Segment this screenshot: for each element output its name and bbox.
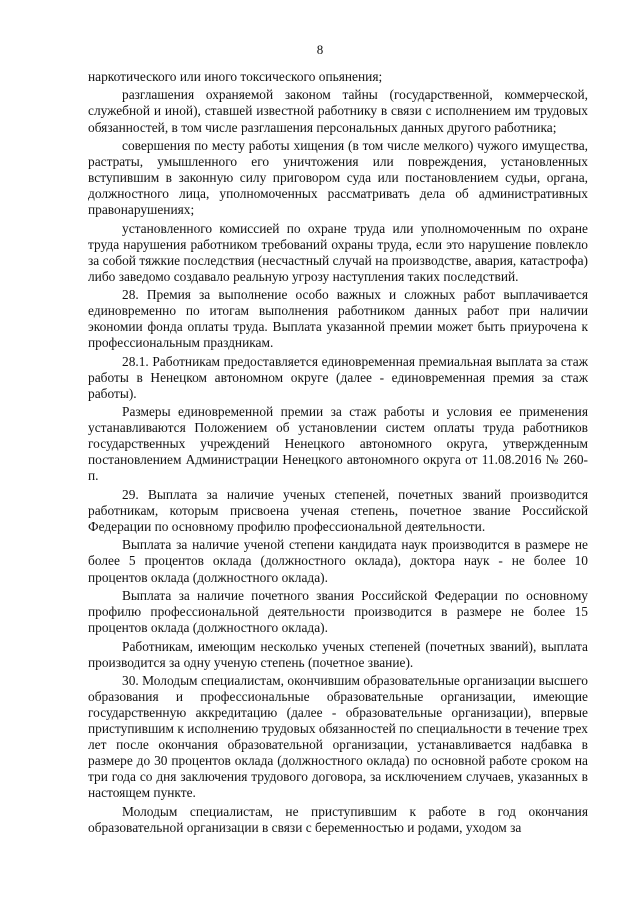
paragraph-bonus-sizes: Размеры единовременной премии за стаж работы и условия ее применения устанавливаются Положением об установлении систем оплаты труда работников государственных учреждений Ненецкого автономного округа, утвержденным постановлением Администрации Ненецкого автономного округа от 11.08.2016 № 260-п. bbox=[88, 404, 588, 484]
paragraph-30: 30. Молодым специалистам, окончившим образовательные организации высшего образования и профессиональные образовательные организации, имеющие государственную аккредитацию (далее - образовательные организации), впервые приступившим к исполнению трудовых обязанностей по специальности в течение трех лет после окончания образовательной организации, устанавливается надбавка в размере до 30 процентов оклада (должностного оклада) по основной работе сроком на три года со дня заключения трудового договора, за исключением случаев, указанных в настоящем пункте. bbox=[88, 672, 588, 801]
page-number: 8 bbox=[316, 42, 324, 57]
paragraph-29: 29. Выплата за наличие ученых степеней, почетных званий производится работникам, которым присвоена ученая степень, почетное звание Российской Федерации по основному профилю профессиональной деятельности. bbox=[88, 486, 588, 534]
paragraph-28-1: 28.1. Работникам предоставляется единовременная премиальная выплата за стаж работы в Ненецком автономном округе (далее - единовременная премия за стаж работы). bbox=[88, 353, 588, 401]
paragraph-continuation: наркотического или иного токсического опьянения; bbox=[88, 69, 383, 84]
paragraph-degree-payment: Выплата за наличие ученой степени кандидата наук производится в размере не более 5 процентов оклада (должностного оклада), доктора наук - не более 10 процентов оклада (должностного оклада). bbox=[88, 537, 588, 585]
paragraph-multiple-degrees: Работникам, имеющим несколько ученых степеней (почетных званий), выплата производится за одну ученую степень (почетное звание). bbox=[88, 638, 588, 670]
paragraph-safety-violation: установленного комиссией по охране труда или уполномоченным по охране труда нарушения работником требований охраны труда, если это нарушение повлекло за собой тяжкие последствия (несчастный случай на производстве, авария, катастрофа) либо заведомо создавало реальную угрозу наступления таких последствий. bbox=[88, 220, 588, 284]
paragraph-theft: совершения по месту работы хищения (в том числе мелкого) чужого имущества, растраты, умышленного его уничтожения или повреждения, установленных вступившим в законную силу приговором суда или постановлением судьи, органа, должностного лица, уполномоченных рассматривать дела об административных правонарушениях; bbox=[88, 137, 588, 218]
document-body bbox=[88, 69, 588, 836]
paragraph-disclosure: разглашения охраняемой законом тайны (государственной, коммерческой, служебной и иной), ставшей известной работнику в связи с исполнением им трудовых обязанностей, в том числе разглашения персональных данных другого работника; bbox=[88, 87, 588, 135]
paragraph-title-payment: Выплата за наличие почетного звания Российской Федерации по основному профилю профессиональной деятельности производится в размере не более 15 процентов оклада (должностного оклада). bbox=[88, 587, 588, 636]
paragraph-28: 28. Премия за выполнение особо важных и сложных работ выплачивается единовременно по итогам выполнения работником данных работ при наличии экономии фонда оплаты труда. Выплата указанной премии может быть приурочена к профессиональным праздникам. bbox=[88, 287, 588, 351]
paragraph-young-specialists: Молодым специалистам, не приступившим к работе в год окончания образовательной организации в связи с беременностью и родами, уходом за bbox=[88, 803, 588, 835]
